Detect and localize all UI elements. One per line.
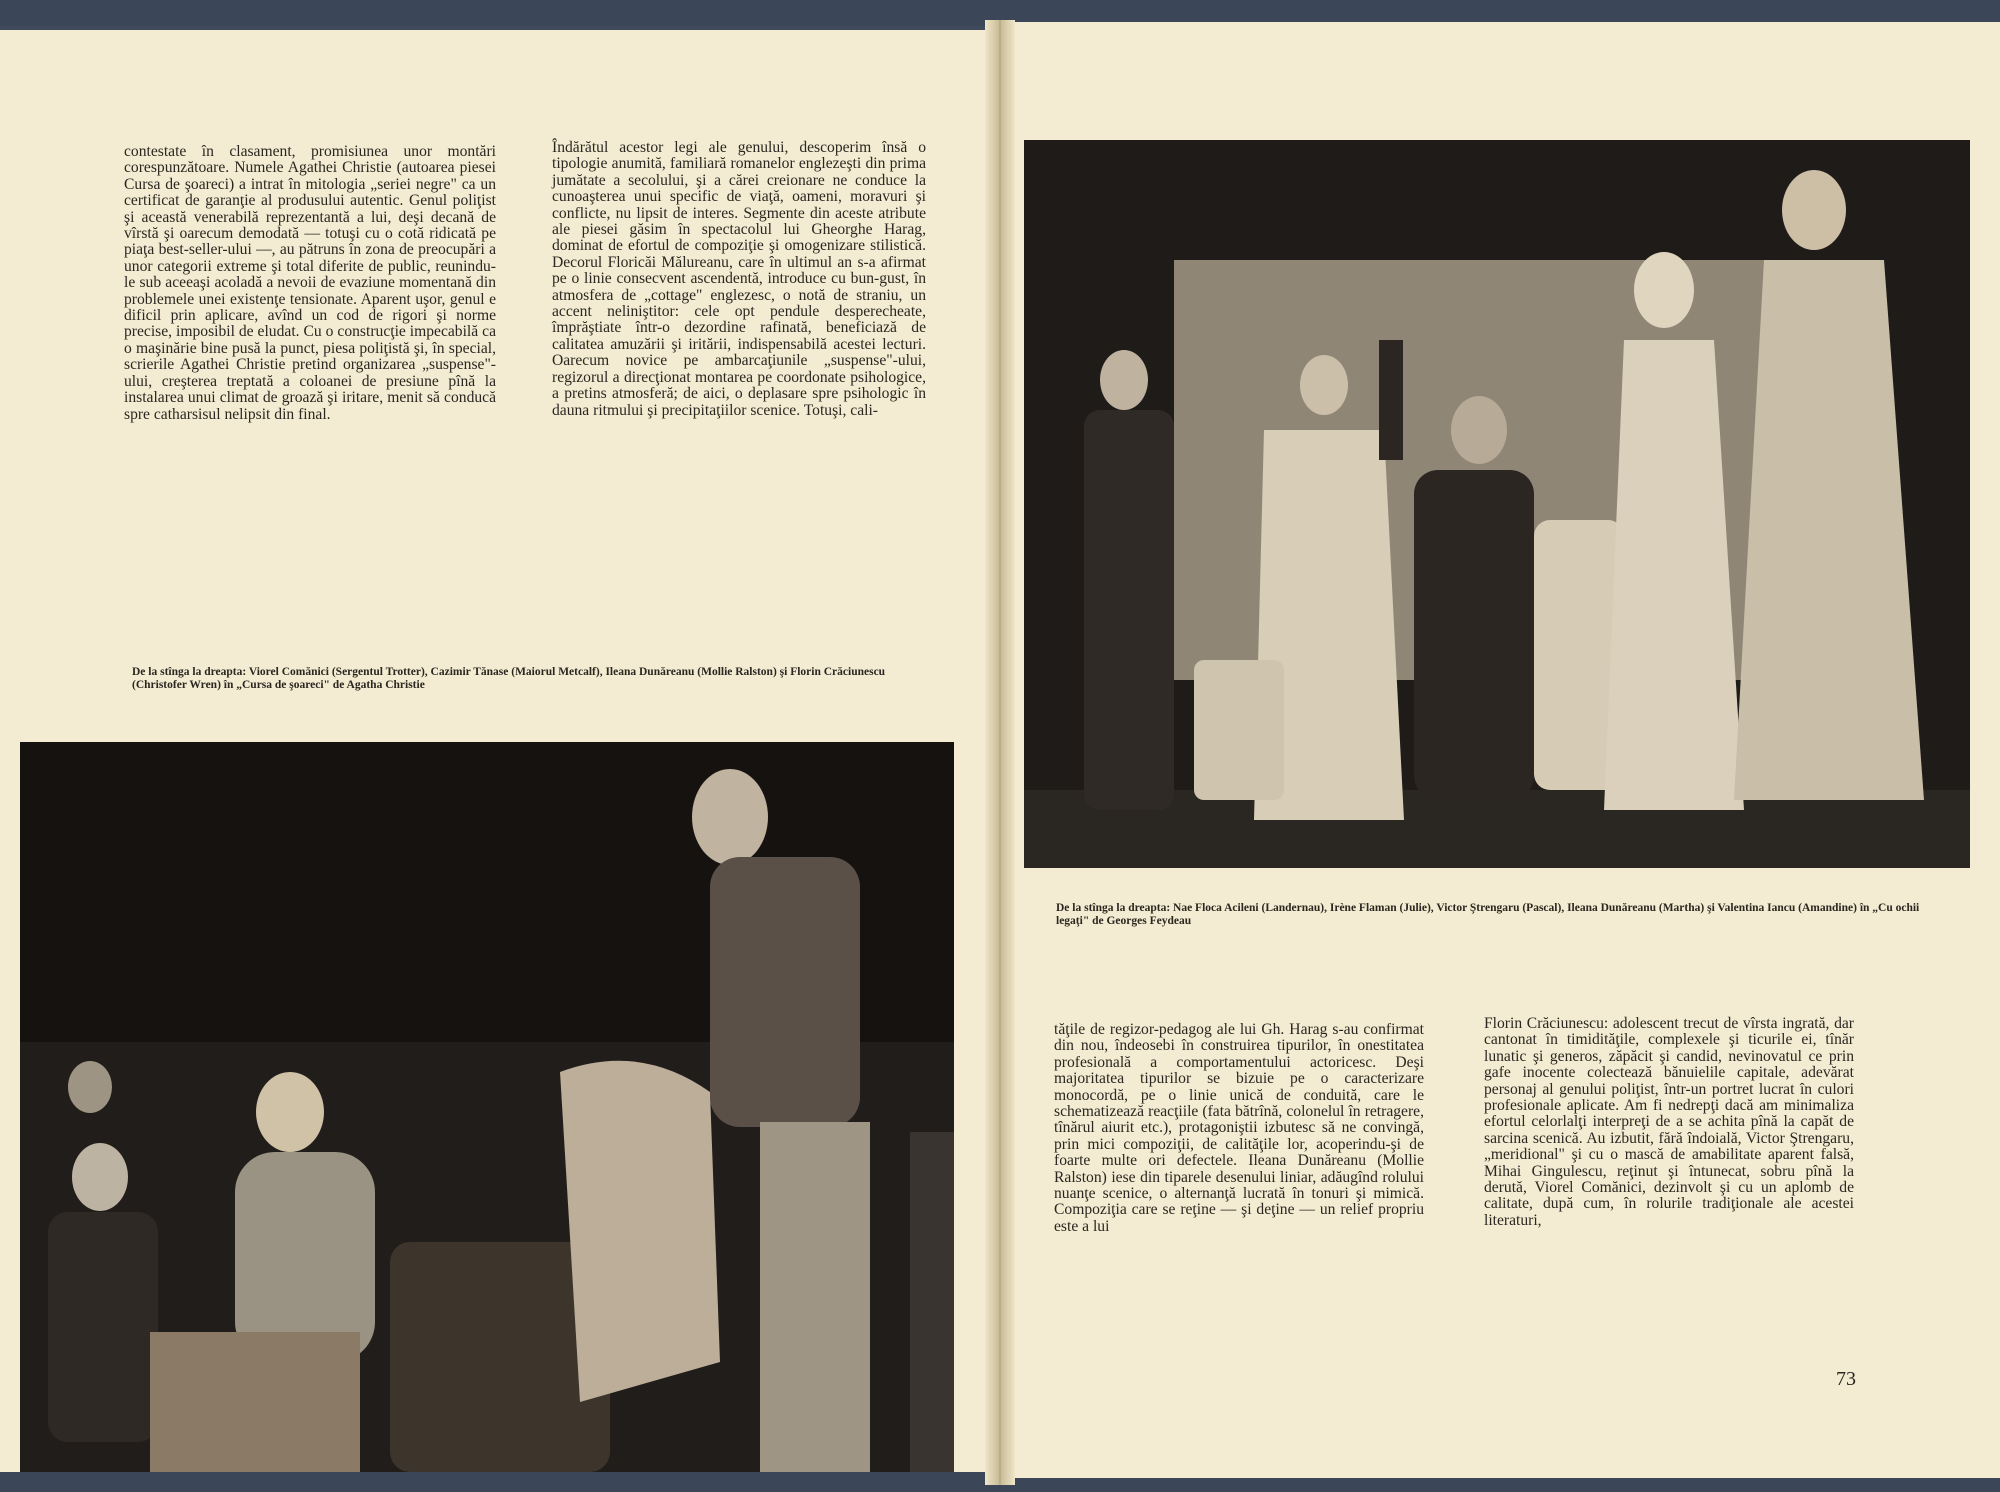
left-photo-caption: De la stînga la dreapta: Viorel Comănici (Sergentul Trotter), Cazimir Tănase (Maiorul Metcalf), Ileana Dunăreanu (Mollie Ralston) şi Florin Crăciunescu (Christofer Wren) în „Cursa de şoareci" de Agatha Christie bbox=[132, 666, 886, 691]
right-photo-caption: De la stînga la dreapta: Nae Floca Acileni (Landernau), Irène Flaman (Julie), Victor Ştrengaru (Pascal), Ileana Dunăreanu (Martha) şi Valentina Iancu (Amandine) în „Cu ochii legaţi" de Georges Feydeau bbox=[1056, 902, 1920, 927]
left-page bbox=[0, 30, 1000, 1472]
stage-photo-mousetrap-illustration bbox=[20, 742, 954, 1472]
right-column-1 bbox=[1054, 1022, 1424, 1235]
left-column-2 bbox=[552, 140, 926, 419]
page-number: 73 bbox=[1836, 1368, 1856, 1390]
left-column-1-text: contestate în clasament, promisiunea unor montări corespunzătoare. Numele Agathei Christie (autoarea piesei Cursa de şoareci) a intrat în mitologia „seriei negre" ca un certificat de garanţie al produsului autentic. Genul poliţist şi această venerabilă reprezentantă a lui, deşi decană de vîrstă şi oarecum demodată — totuşi cu o cotă ridicată pe piaţa best-seller-ului —, au pătruns în zona de preocupări a unor categorii extreme şi total diferite de public, reunindu-le sub aceeaşi acoladă a nevoii de evaziune momentană din problemele unei existenţe tensionate. Aparent uşor, genul e dificil prin aplicare, avînd un cod de rigori şi norme precise, imposibil de eludat. Cu o construcţie impecabilă ca o maşinărie bine pusă la punct, piesa poliţistă şi, în special, scrierile Agathei Christie pretind organizarea „suspense"-ului, creşterea treptată a coloanei de presiune pînă la instalarea unui climat de groază şi iritare, menit să conducă spre catharsisul nelipsit din final. bbox=[124, 143, 496, 423]
stage-photo-blindfolded bbox=[1024, 140, 1970, 868]
right-column-2 bbox=[1484, 1016, 1854, 1229]
left-column-1 bbox=[124, 144, 496, 423]
book-gutter bbox=[985, 20, 1015, 1485]
left-column-2-text: Îndărătul acestor legi ale genului, descoperim însă o tipologie anumită, familiară romanelor englezeşti din prima jumătate a secolului, şi a cărei creionare ne conduce la cunoaşterea unui specific de viaţă, oameni, moravuri şi conflicte, nu lipsit de interes. Segmente din aceste atribute ale piesei găsim în spectacolul lui Gheorghe Harag, dominat de efortul de compoziţie şi omogenizare stilistică. Decorul Floricăi Mălureanu, care în ultimul an s-a afirmat pe o linie consecvent ascendentă, introduce cu bun-gust, în atmosfera de „cottage" englezesc, o notă de straniu, un accent neliniştitor: cele opt pendule desperecheate, împrăştiate într-o dezordine rafinată, beneficiază de calitatea amuzării şi iritării, indispensabilă acestei lecturi. Oarecum novice pe ambarcaţiunile „suspense"-ului, regizorul a direcţionat montarea pe coordonate psihologice, a pretins atmosferă; de aici, o deplasare spre psihologic în dauna ritmului şi precipitaţiilor scenice. Totuşi, cali- bbox=[552, 139, 926, 419]
stage-photo-mousetrap bbox=[20, 742, 954, 1472]
right-page bbox=[1000, 22, 2000, 1478]
stage-photo-blindfolded-illustration bbox=[1024, 140, 1970, 868]
right-column-1-text: tăţile de regizor-pedagog ale lui Gh. Harag s-au confirmat din nou, îndeosebi în construirea tipurilor, în onestitatea profesională a comportamentului actoricesc. Deşi majoritatea tipurilor se bizuie pe o caracterizare monocordă, pe o linie unică de conduită, care le schematizează reacţiile (fata bătrînă, colonelul în retragere, tînărul aiurit etc.), protagoniştii izbutesc să ne convingă, prin mici compoziţii, de calităţile lor, acoperindu-şi de foarte multe ori defectele. Ileana Dunăreanu (Mollie Ralston) iese din tiparele desenului liniar, adăugînd rolului nuanţe scenice, o alternanţă lucrată în tonuri şi mimică. Compoziţia care se reţine — şi deţine — un relief propriu este a lui bbox=[1054, 1021, 1424, 1235]
right-column-2-text: Florin Crăciunescu: adolescent trecut de vîrsta ingrată, dar cantonat în timidităţile, complexele şi ticurile ei, tînăr lunatic şi generos, zăpăcit şi candid, nevinovatul ce prin gafe inocente colectează bănuielile capitale, adevărat personaj al genului poliţist, într-un portret lucrat în culori profesionale aplicate. Am fi nedrepţi dacă am minimaliza efortul celorlalţi interpreţi de a se achita pînă la capăt de sarcina scenică. Au izbutit, fără îndoială, Victor Ştrengaru, „meridional" şi cu o mască de amabilitate aparent falsă, Mihai Gingulescu, reţinut şi întunecat, sobru pînă la derută, Viorel Comănici, dezinvolt şi cu un aplomb de calitate, după cum, în rolurile tradiţionale ale acestei literaturi, bbox=[1484, 1015, 1854, 1229]
